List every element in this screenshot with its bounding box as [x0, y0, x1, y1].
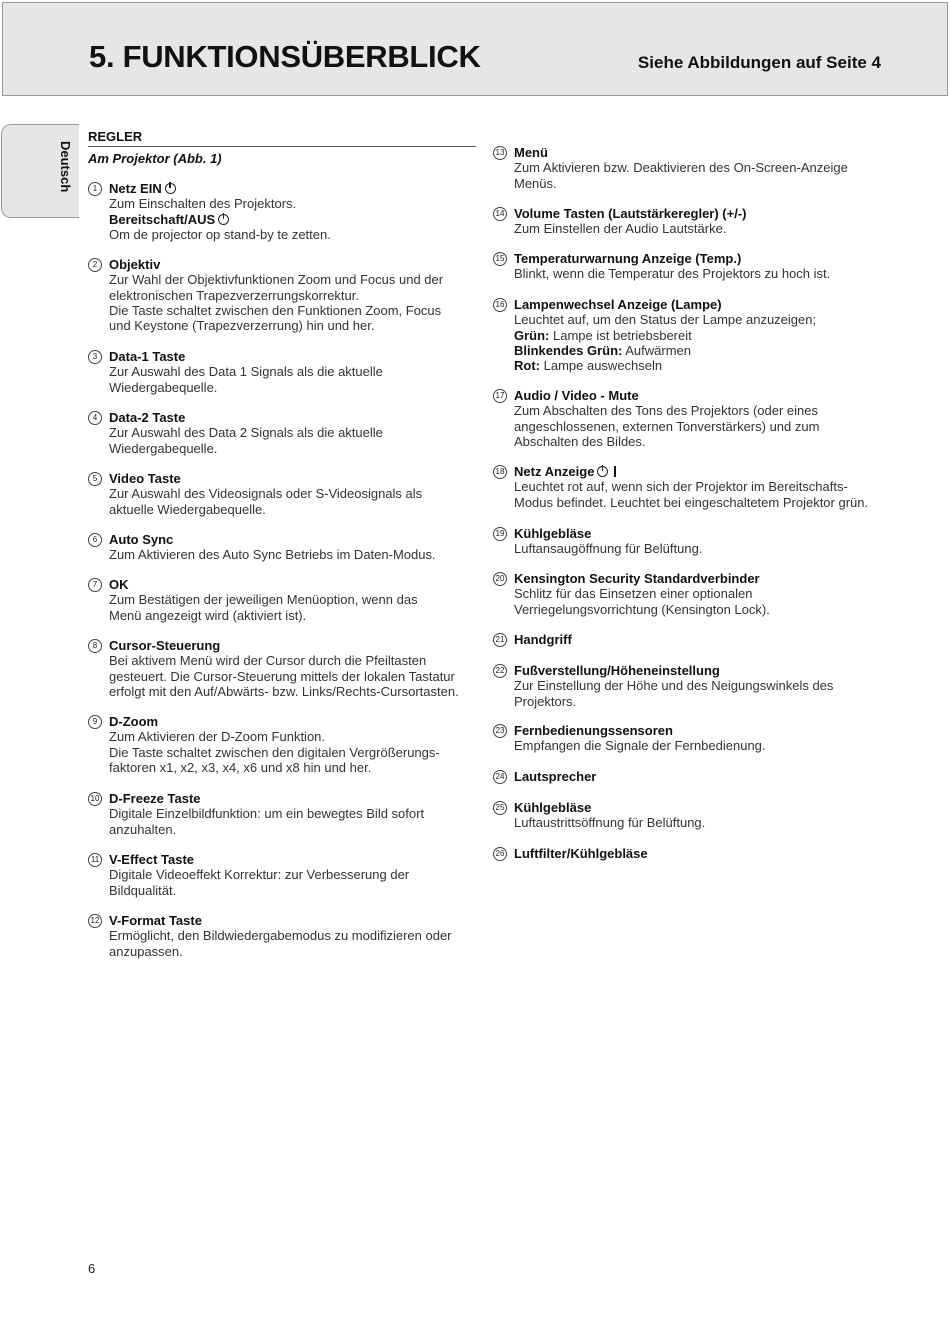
- item-title: Fernbedienungssensoren: [514, 723, 673, 738]
- item-description-line: Digitale Einzelbildfunktion: um ein bewegtes Bild sofort: [109, 806, 425, 822]
- list-item: [493, 571, 893, 617]
- item-description-line: angeschlossenen, externen Tonverstärkers) und zum: [514, 418, 820, 434]
- item-title: Kühlgebläse: [514, 800, 592, 815]
- item-description-line: Zum Einstellen der Audio Lautstärke.: [514, 221, 727, 237]
- list-item: [493, 145, 893, 191]
- item-number: 20: [493, 572, 507, 586]
- item-content: [109, 532, 480, 563]
- item-content: [109, 714, 480, 775]
- item-description-line: anzupassen.: [109, 943, 183, 959]
- item-title: Kensington Security Standardverbinder: [514, 571, 760, 586]
- item-number: 16: [493, 298, 507, 312]
- item-description-line: anzuhalten.: [109, 821, 177, 837]
- item-title: V-Effect Taste: [109, 852, 195, 867]
- item-description-line: Leuchtet rot auf, wenn sich der Projektor im Bereitschafts-: [514, 479, 848, 495]
- item-title: Cursor-Steuerung: [109, 638, 221, 653]
- list-item: [493, 526, 893, 557]
- item-number: 14: [493, 207, 507, 221]
- list-item: [88, 349, 480, 395]
- item-description-line: Zum Einschalten des Projektors.: [109, 196, 297, 212]
- item-description-line: Zur Auswahl des Videosignals oder S-Videosignals als: [109, 486, 423, 502]
- status-label: Rot:: [514, 358, 540, 374]
- item-number: 19: [493, 527, 507, 541]
- list-item: [88, 410, 480, 456]
- list-item: [493, 846, 893, 861]
- item-description-line: faktoren x1, x2, x3, x4, x6 und x8 hin und her.: [109, 759, 372, 775]
- item-title: Video Taste: [109, 471, 181, 486]
- power-on-icon: [614, 466, 616, 477]
- item-title: Audio / Video - Mute: [514, 388, 639, 403]
- item-content: [514, 206, 893, 237]
- list-item: [88, 532, 480, 563]
- item-content: [514, 723, 893, 754]
- list-item: [493, 206, 893, 237]
- item-title: Kühlgebläse: [514, 526, 592, 541]
- item-number: 24: [493, 770, 507, 784]
- item-content: [109, 852, 480, 898]
- item-title: D-Zoom: [109, 714, 159, 729]
- item-description-line: Empfangen die Signale der Fernbedienung.: [514, 738, 766, 754]
- item-description-line: Projektors.: [514, 693, 577, 709]
- item-description-line: Leuchtet auf, um den Status der Lampe anzuzeigen;: [514, 312, 817, 328]
- language-tab-label: Deutsch: [58, 141, 73, 193]
- item-number: 23: [493, 724, 507, 738]
- item-number: 21: [493, 633, 507, 647]
- item-number: 18: [493, 465, 507, 479]
- section-subheading: Am Projektor (Abb. 1): [88, 151, 222, 166]
- item-description-line: Verriegelungsvorrichtung (Kensington Lock).: [514, 601, 770, 617]
- item-title: Temperaturwarnung Anzeige (Temp.): [514, 251, 742, 266]
- item-title: Lautsprecher: [514, 769, 597, 784]
- item-description-line: Bei aktivem Menü wird der Cursor durch die Pfeiltasten: [109, 653, 427, 669]
- item-number: 26: [493, 847, 507, 861]
- list-item: [493, 388, 893, 449]
- standby-icon: [218, 214, 229, 225]
- item-content: [109, 410, 480, 456]
- item-title: Menü: [514, 145, 548, 160]
- item-content: [514, 388, 893, 449]
- item-number: 9: [88, 715, 102, 729]
- item-content: [514, 464, 893, 510]
- item-description-line: Die Taste schaltet zwischen den Funktionen Zoom, Focus: [109, 302, 442, 318]
- item-description-line: Om de projector op stand-by te zetten.: [109, 226, 331, 242]
- page-header: [2, 2, 948, 96]
- list-item: [88, 471, 480, 517]
- item-description-line: Zum Bestätigen der jeweiligen Menüoption, wenn das: [109, 592, 418, 608]
- page-subtitle: Siehe Abbildungen auf Seite 4: [637, 53, 881, 72]
- item-description-line: Zum Abschalten des Tons des Projektors (oder eines: [514, 403, 818, 419]
- item-description-line: Blinkt, wenn die Temperatur des Projektors zu hoch ist.: [514, 266, 831, 282]
- list-item: [493, 769, 893, 784]
- item-description-line: Modus befindet. Leuchtet bei eingeschaltetem Projektor grün.: [514, 494, 869, 510]
- item-title: D-Freeze Taste: [109, 791, 201, 806]
- item-description-line: Wiedergabequelle.: [109, 379, 218, 395]
- item-number: 4: [88, 411, 102, 425]
- list-item: [493, 251, 893, 282]
- item-number: 5: [88, 472, 102, 486]
- list-item: [493, 663, 893, 709]
- item-number: 10: [88, 792, 102, 806]
- item-description-line: Abschalten des Bildes.: [514, 433, 646, 449]
- item-number: 1: [88, 182, 102, 196]
- item-description-line: Zum Aktivieren der D-Zoom Funktion.: [109, 729, 326, 745]
- item-number: 3: [88, 350, 102, 364]
- item-content: [514, 800, 893, 831]
- item-title: Handgriff: [514, 632, 572, 647]
- item-content: [514, 846, 893, 861]
- item-description-line: Digitale Videoeffekt Korrektur: zur Verbesserung der: [109, 867, 410, 883]
- item-description-line: Die Taste schaltet zwischen den digitalen Vergrößerungs-: [109, 744, 440, 760]
- item-title: Data-1 Taste: [109, 349, 186, 364]
- item-content: [514, 571, 893, 617]
- item-description-line: elektronischen Trapezverzerrungskorrektur.: [109, 287, 360, 303]
- item-number: 8: [88, 639, 102, 653]
- section-heading: REGLER: [88, 129, 476, 147]
- list-item: [493, 723, 893, 754]
- page-number: 6: [88, 1261, 96, 1276]
- item-number: 13: [493, 146, 507, 160]
- item-description-line: gesteuert. Die Cursor-Steuerung mittels der lokalen Tastatur: [109, 668, 455, 684]
- language-tab: [1, 124, 79, 218]
- item-description-line: Zur Auswahl des Data 2 Signals als die aktuelle: [109, 425, 383, 441]
- item-description-line: Menü angezeigt wird (aktiviert ist).: [109, 607, 307, 623]
- status-line: [514, 343, 893, 358]
- standby-icon: [597, 466, 608, 477]
- item-content: [109, 349, 480, 395]
- item-description-line: erfolgt mit den Auf/Abwärts- bzw. Links/Rechts-Cursortasten.: [109, 683, 459, 699]
- item-title: OK: [109, 577, 129, 592]
- item-content: [514, 663, 893, 709]
- item-content: [514, 632, 893, 647]
- item-number: 2: [88, 258, 102, 272]
- item-title: Lampenwechsel Anzeige (Lampe): [514, 297, 722, 312]
- page-title: 5. FUNKTIONSÜBERBLICK: [89, 39, 481, 74]
- item-description-line: Zur Wahl der Objektivfunktionen Zoom und Focus und der: [109, 272, 444, 288]
- list-item: [88, 181, 480, 242]
- item-description-line: Menüs.: [514, 175, 557, 191]
- list-item: [493, 632, 893, 647]
- item-description-line: Bildqualität.: [109, 882, 177, 898]
- item-content: [514, 526, 893, 557]
- item-description-line: Luftaustrittsöffnung für Belüftung.: [514, 815, 706, 831]
- item-content: [514, 769, 893, 784]
- status-text: Lampe auswechseln: [540, 358, 663, 374]
- power-icon: [165, 183, 176, 194]
- status-text: Lampe ist betriebsbereit: [549, 327, 692, 343]
- item-description-line: Zur Auswahl des Data 1 Signals als die aktuelle: [109, 364, 383, 380]
- item-content: [109, 257, 480, 333]
- item-description-line: Luftansaugöffnung für Belüftung.: [514, 541, 703, 557]
- status-text: Aufwärmen: [622, 342, 692, 358]
- item-content: [514, 145, 893, 191]
- item-content: [109, 791, 480, 837]
- list-item: [493, 464, 893, 510]
- item-title: Luftfilter/Kühlgebläse: [514, 846, 648, 861]
- item-title: Netz Anzeige: [514, 464, 893, 479]
- item-description-line: Zum Aktivieren bzw. Deaktivieren des On-Screen-Anzeige: [514, 160, 848, 176]
- list-item: [88, 257, 480, 333]
- list-item: [88, 714, 480, 775]
- item-description-line: und Keystone (Trapezverzerrung) hin und her.: [109, 318, 375, 334]
- item-title: Netz EIN: [109, 181, 480, 196]
- item-number: 17: [493, 389, 507, 403]
- item-description-line: Schlitz für das Einsetzen einer optionalen: [514, 586, 753, 602]
- status-line: [514, 328, 893, 343]
- item-title: Fußverstellung/Höheneinstellung: [514, 663, 720, 678]
- item-content: [109, 181, 480, 242]
- status-label: Blinkendes Grün:: [514, 342, 623, 358]
- item-title: Objektiv: [109, 257, 161, 272]
- item-number: 22: [493, 664, 507, 678]
- list-item: [88, 577, 480, 623]
- item-number: 25: [493, 801, 507, 815]
- list-item: [88, 638, 480, 699]
- item-number: 12: [88, 914, 102, 928]
- item-description-line: Wiedergabequelle.: [109, 440, 218, 456]
- item-title: Auto Sync: [109, 532, 174, 547]
- item-content: [109, 577, 480, 623]
- item-number: 6: [88, 533, 102, 547]
- item-content: [109, 471, 480, 517]
- item-description-line: Zur Einstellung der Höhe und des Neigungswinkels des: [514, 678, 834, 694]
- status-label: Grün:: [514, 327, 550, 343]
- list-item: [88, 913, 480, 959]
- item-title: Volume Tasten (Lautstärkeregler) (+/-): [514, 206, 747, 221]
- item-number: 11: [88, 853, 102, 867]
- item-subtitle: Bereitschaft/AUS: [109, 212, 480, 227]
- item-description-line: Zum Aktivieren des Auto Sync Betriebs im Daten-Modus.: [109, 547, 436, 563]
- list-item: [493, 297, 893, 373]
- item-content: [514, 251, 893, 282]
- item-number: 15: [493, 252, 507, 266]
- item-description-line: aktuelle Wiedergabequelle.: [109, 501, 266, 517]
- list-item: [88, 852, 480, 898]
- item-title: V-Format Taste: [109, 913, 202, 928]
- item-description-line: Ermöglicht, den Bildwiedergabemodus zu modifizieren oder: [109, 928, 452, 944]
- status-line: [514, 358, 893, 373]
- item-content: [109, 638, 480, 699]
- item-title: Data-2 Taste: [109, 410, 186, 425]
- list-item: [88, 791, 480, 837]
- item-number: 7: [88, 578, 102, 592]
- item-content: [514, 297, 893, 373]
- item-content: [109, 913, 480, 959]
- list-item: [493, 800, 893, 831]
